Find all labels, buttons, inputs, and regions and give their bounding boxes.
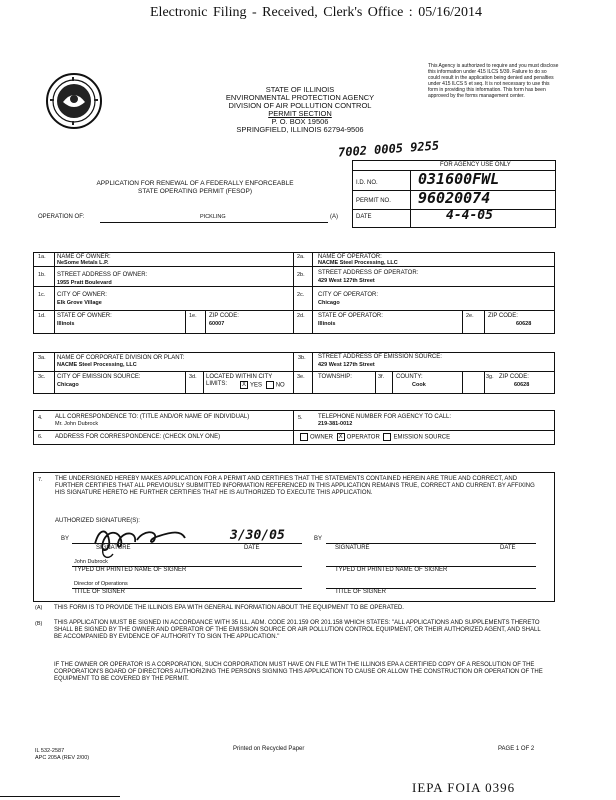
tracking-number-handwritten: 7002 0005 9255 [337, 138, 440, 160]
city-limits-options: X YES NO [241, 382, 285, 389]
date-label-right: DATE [500, 545, 516, 551]
operator-street-value: 429 West 127th Street [318, 278, 375, 284]
agency-use-heading: FOR AGENCY USE ONLY [440, 162, 511, 168]
operator-city-label: CITY OF OPERATOR: [318, 292, 379, 298]
owner-1e-num: 1e. [189, 313, 197, 319]
note-a-label: (A) [35, 605, 43, 611]
recycled-paper-note: Printed on Recycled Paper [233, 746, 305, 752]
operator-city-value: Chicago [318, 300, 340, 306]
agency-notice: This Agency is authorized to require and you must disclose this information under 415 ILCS 5/39. Failure to do so could result in the application being denied and penalties under 415 ILCS 5 et seq. It is not necessary to use this form in providing this information. This form has been approved by the forms management center. [428, 63, 559, 99]
phone-value: 219-381-0012 [318, 421, 353, 427]
county-label: COUNTY: [396, 374, 423, 380]
source-3c-num: 3c. [38, 374, 46, 380]
typed-name-label-right: TYPED OR PRINTED NAME OF SIGNER [335, 567, 448, 573]
note-b-text: THIS APPLICATION MUST BE SIGNED IN ACCORDANCE WITH 35 ILL. ADM. CODE 201.159 OR 201.158 WHICH STATES: "ALL APPLICATIONS AND SUPPLEMENTS THERETO SHALL BE SIGNED BY THE OWNER AND OPERATOR OF THE EMISSION SOURCE OR AIR POLLUTION CONTROL EQUIPMENT, OR THEIR AUTHORIZED AGENT, AND SHALL BE ACCOMPANIED BY EVIDENCE OF AUTHORITY TO SIGN THE APPLICATION." [54, 620, 541, 641]
source-zip-value: 60628 [514, 382, 530, 388]
date-label: DATE [356, 214, 372, 220]
operator-2d-num: 2d. [297, 313, 305, 319]
operator-2c-num: 2c. [297, 292, 305, 298]
correspondence-value: Mr. John Dubrock [55, 421, 99, 427]
signature-label-left: SIGNATURE [96, 545, 131, 551]
operator-2a-num: 2a. [297, 254, 305, 260]
operator-2e-num: 2e. [466, 313, 474, 319]
source-city-label: CITY OF EMISSION SOURCE: [57, 374, 141, 380]
signature-date-value: 3/30/05 [230, 528, 285, 543]
operation-of-value: PICKLING [200, 214, 226, 220]
city-limits-yes-checkbox[interactable]: X [241, 382, 246, 388]
phone-label: TELEPHONE NUMBER FOR AGENCY TO CALL: [318, 414, 452, 420]
corr-4-num: 4. [38, 415, 43, 421]
corporate-division-label: NAME OF CORPORATE DIVISION OR PLANT: [57, 355, 185, 361]
authorized-signatures-label: AUTHORIZED SIGNATURE(S): [55, 518, 140, 524]
source-street-value: 429 West 127th Street [318, 362, 375, 368]
operator-street-label: STREET ADDRESS OF OPERATOR: [318, 270, 419, 276]
correspondence-options: OWNER X OPERATOR EMISSION SOURCE [298, 433, 450, 442]
operation-suffix: (A) [330, 214, 338, 220]
operator-state-label: STATE OF OPERATOR: [318, 313, 383, 319]
owner-1a-num: 1a. [38, 254, 46, 260]
note-a-text: THIS FORM IS TO PROVIDE THE ILLINOIS EPA WITH GENERAL INFORMATION ABOUT THE EQUIPMENT TO BE OPERATED. [54, 605, 404, 611]
source-3b-num: 3b. [298, 355, 306, 361]
source-3e-num: 3e. [297, 374, 305, 380]
application-title: APPLICATION FOR RENEWAL OF A FEDERALLY ENFORCEABLE STATE OPERATING PERMIT (FESOP) [96, 180, 294, 195]
operator-name-label: NAME OF OPERATOR: [318, 254, 382, 260]
source-3d-num: 3d. [189, 374, 197, 380]
source-city-value: Chicago [57, 382, 79, 388]
illinois-epa-seal [45, 72, 103, 130]
owner-1c-num: 1c. [38, 292, 46, 298]
corr-5-num: 5. [298, 415, 303, 421]
owner-checkbox[interactable] [300, 433, 308, 441]
form-id: IL 532-2587 [35, 748, 65, 754]
source-3a-num: 3a. [38, 355, 46, 361]
owner-1b-num: 1b. [38, 272, 46, 278]
by-label-left: BY [61, 536, 70, 542]
bates-number: IEPA FOIA 0396 [412, 780, 516, 795]
owner-name-label: NAME OF OWNER: [57, 254, 111, 260]
id-no-value: 031600FWL [418, 170, 500, 188]
permit-no-label: PERMIT NO. [356, 198, 391, 204]
page-number: PAGE 1 OF 2 [498, 746, 535, 752]
certification-text: THE UNDERSIGNED HEREBY MAKES APPLICATION FOR A PERMIT AND CERTIFIES THAT THE STATEMENTS CONTAINED HEREIN ARE TRUE AND CORRECT, AND FURTHER CERTIFIES THAT ALL PREVIOUSLY SUBMITTED INFORMATION REFERENCED IN THIS APPLICATION REMAINS TRUE, CORRECT AND CURRENT. BY AFFIXING HIS SIGNATURE HERETO HE FURTHER CERTIFIES THAT HE IS AUTHORIZED TO EXECUTE THIS APPLICATION. [55, 476, 535, 497]
signer-title-value: Director of Operations [74, 581, 128, 587]
operator-2b-num: 2b. [297, 272, 305, 278]
corporate-division-value: NACME Steel Processing, LLC [57, 362, 137, 368]
source-street-label: STREET ADDRESS OF EMISSION SOURCE: [318, 354, 442, 360]
operator-state-value: Illinois [318, 321, 336, 327]
operator-zip-value: 60628 [516, 321, 532, 327]
by-label-right: BY [314, 536, 323, 542]
typed-name-label-left: TYPED OR PRINTED NAME OF SIGNER [74, 567, 187, 573]
permit-no-value: 96020074 [418, 189, 491, 207]
signer-name-value: John Dubrock [74, 559, 108, 565]
id-no-label: I.D. NO. [356, 180, 378, 186]
township-label: TOWNSHIP: [318, 374, 352, 380]
owner-zip-value: 60007 [209, 321, 225, 327]
owner-operator-section [33, 252, 555, 334]
city-limits-no-checkbox[interactable] [266, 381, 274, 389]
operator-name-value: NACME Steel Processing, LLC [318, 260, 398, 266]
signature-label-right: SIGNATURE [335, 545, 370, 551]
title-label-left: TITLE OF SIGNER [74, 589, 126, 595]
owner-state-value: Illinois [57, 321, 75, 327]
owner-zip-label: ZIP CODE: [209, 313, 239, 319]
owner-city-value: Elk Grove Village [57, 300, 102, 306]
received-stamp: Electronic Filing - Received, Clerk's Office : 05/16/2014 [150, 5, 482, 20]
city-limits-label: LOCATED WITHIN CITY LIMITS: [206, 374, 273, 387]
corr-6-num: 6. [38, 434, 43, 440]
owner-1d-num: 1d. [38, 313, 46, 319]
owner-state-label: STATE OF OWNER: [57, 313, 112, 319]
note-b-label: (B) [35, 621, 43, 627]
date-label-left: DATE [244, 545, 260, 551]
emission-source-checkbox[interactable] [383, 433, 391, 441]
owner-name-value: NeSome Metals L.P. [57, 260, 109, 266]
note-c-text: IF THE OWNER OR OPERATOR IS A CORPORATION, SUCH CORPORATION MUST HAVE ON FILE WITH THE ILLINOIS EPA A CERTIFIED COPY OF A RESOLUTION OF THE CORPORATION'S BOARD OF DIRECTORS AUTHORIZING THE PERSONS SIGNING THIS APPLICATION TO CAUSE OR ALLOW THE CONSTRUCTION OR OPERATION OF THE EQUIPMENT TO BE COVERED BY THE PERMIT. [54, 662, 543, 683]
operator-zip-label: ZIP CODE: [488, 313, 518, 319]
source-3f-num: 3f. [378, 374, 385, 380]
owner-street-label: STREET ADDRESS OF OWNER: [57, 272, 148, 278]
handwritten-signature [85, 518, 205, 562]
owner-street-value: 1955 Pratt Boulevard [57, 280, 112, 286]
agency-header: STATE OF ILLINOIS ENVIRONMENTAL PROTECTION AGENCY DIVISION OF AIR POLLUTION CONTROL PERMIT SECTION P. O. BOX 19506 SPRINGFIELD, ILLINOIS 62794-9506 [225, 85, 375, 134]
date-value: 4-4-05 [446, 208, 493, 223]
operation-of-label: OPERATION OF: [38, 214, 85, 220]
cert-7-num: 7. [38, 477, 43, 483]
owner-city-label: CITY OF OWNER: [57, 292, 107, 298]
correspondence-label: ALL CORRESPONDENCE TO: (TITLE AND/OR NAME OF INDIVIDUAL) [55, 414, 250, 420]
form-revision: APC 205A (REV 2/00) [35, 755, 90, 761]
county-value: Cook [412, 382, 426, 388]
address-for-correspondence-label: ADDRESS FOR CORRESPONDENCE: (CHECK ONLY ONE) [55, 434, 221, 440]
title-label-right: TITLE OF SIGNER [335, 589, 387, 595]
source-3g-num: 3g. [486, 374, 494, 380]
operator-checkbox[interactable]: X [338, 434, 343, 440]
source-zip-label: ZIP CODE: [499, 374, 529, 380]
